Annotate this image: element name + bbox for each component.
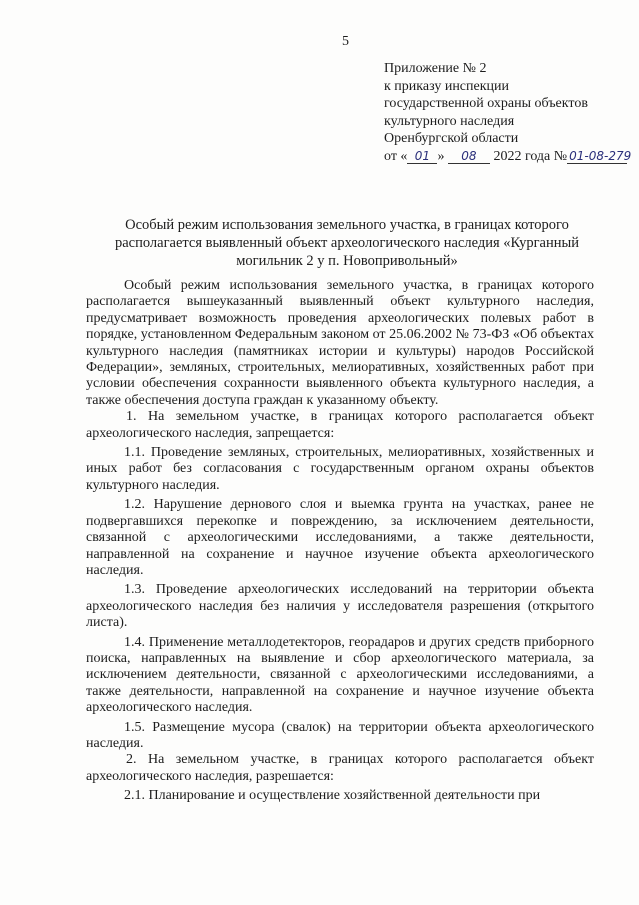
clause-2-1: 2.1. Планирование и осуществление хозяйственной деятельности при — [124, 788, 541, 804]
document-title: Особый режим использования земельного участка, в границах которого располагается выявленный объект археологического наследия «Курганный могильник 2 у п. Новопривольный» — [114, 217, 579, 269]
clause-1-4: 1.4. Применение металлодетекторов, георадаров и других средств приборного поиска, направленных на выявление и сбор археологического материала, за исключением деятельности, связанной с археологическими исследованиями, а также деятельности, направленной на сохранение и научное изучение объекта археологического наследия. — [86, 634, 594, 716]
annex-line-region: Оренбургской области — [384, 131, 519, 147]
annex-header — [384, 60, 632, 166]
annex-line-heritage: культурного наследия — [384, 113, 515, 129]
clause-1-2: 1.2. Нарушение дернового слоя и выемка грунта на участках, ранее не подвергавшихся перекопке и повреждению, за исключением деятельности, связанной с археологическими исследованиями, а также деятельности, направленной на сохранение и научное изучение объекта археологического наследия. — [86, 497, 594, 578]
clause-1-5: 1.5. Размещение мусора (свалок) на территории объекта археологического наследия. — [86, 719, 594, 751]
annex-date-line — [384, 148, 632, 166]
clause-2: 2. На земельном участке, в границах которого располагается объект археологического наследия, разрешается: — [86, 752, 594, 784]
annex-line-authority: государственной охраны объектов — [384, 96, 588, 112]
date-prefix: от « — [384, 148, 408, 164]
date-mid: » — [437, 148, 445, 164]
page-number: 5 — [342, 34, 349, 49]
clause-1-3: 1.3. Проведение археологических исследований на территории объекта археологического наследия без наличия у исследователя разрешения (открытого листа). — [86, 582, 594, 631]
clause-1-1: 1.1. Проведение земляных, строительных, мелиоративных, хозяйственных и иных работ без согласования с государственным органом охраны объектов культурного наследия. — [86, 445, 594, 493]
clause-1: 1. На земельном участке, в границах которого располагается объект археологического наследия, запрещается: — [86, 409, 594, 441]
annex-line-appendix: Приложение № 2 — [384, 61, 487, 76]
handwritten-day: 01 — [407, 149, 437, 164]
year-text: 2022 года № — [493, 148, 568, 164]
document-body — [86, 278, 594, 805]
annex-line-order: к приказу инспекции — [384, 78, 510, 94]
handwritten-order-number: 01-08-279 — [569, 148, 632, 163]
handwritten-month: 08 — [448, 149, 490, 164]
intro-paragraph: Особый режим использования земельного участка, в границах которого располагается вышеуказанный выявленный объект культурного наследия, предусматривает возможность проведения археологических полевых работ в порядке, установленном Федеральным законом от 25.06.2002 № 73-ФЗ «Об объектах культурного наследия (памятниках истории и культуры) народов Российской Федерации», земляных, строительных, мелиоративных, хозяйственных работ при условии обеспечения сохранности выявленного объекта культурного наследия, а также обеспечения доступа граждан к указанному объекту. — [86, 278, 594, 408]
